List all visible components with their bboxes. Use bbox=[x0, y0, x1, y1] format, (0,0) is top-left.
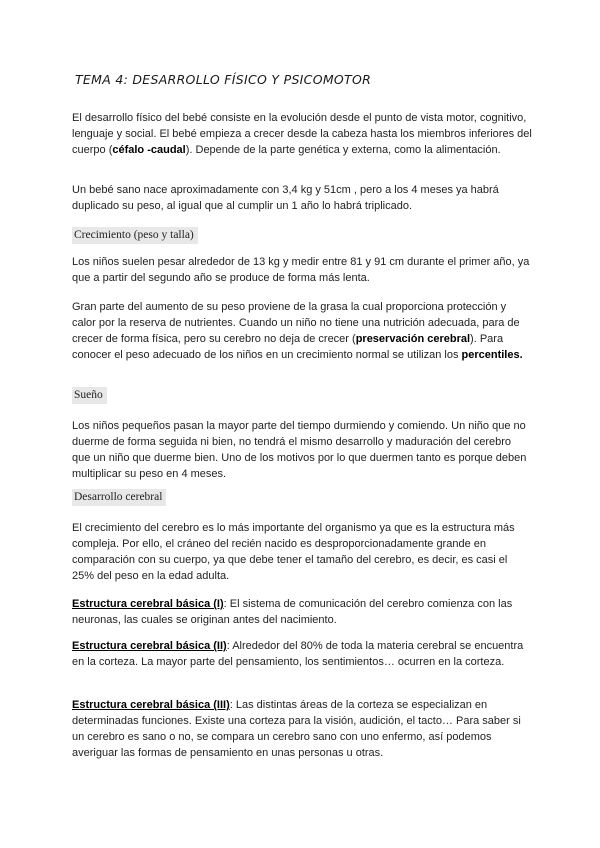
structure-2-text: : Alrededor del 80% de toda la materia cerebral se encuentra en la corteza. La mayor parte del pensamiento, los sentimientos… ocurren en la corteza. bbox=[72, 640, 524, 668]
growth-bold-preservation: preservación cerebral bbox=[355, 333, 471, 345]
page-title: TEMA 4: DESARROLLO FÍSICO Y PSICOMOTOR bbox=[75, 72, 372, 87]
brain-structure-3 bbox=[72, 697, 532, 761]
structure-1-lead: Estructura cerebral básica (I) bbox=[72, 598, 224, 610]
growth-text-1: Gran parte del aumento de su peso proviene de la grasa la cual proporciona protección y calor por la reserva de nutrientes. Cuando un niño no tiene una nutrición adecuada, para de crecer de forma física, pero su cerebro no deja de crecer ( bbox=[72, 301, 520, 345]
heading-growth: Crecimiento (peso y talla) bbox=[72, 227, 198, 244]
intro-text-2: ). Depende de la parte genética y externa, como la alimentación. bbox=[185, 144, 501, 156]
sleep-paragraph: Los niños pequeños pasan la mayor parte del tiempo durmiendo y comiendo. Un niño que no duerme de forma seguida ni bien, no tendrá el mismo desarrollo y maduración del cerebro que un niño que duerme bien. Uno de los motivos por lo que duermen tanto es porque deben multiplicar su peso en 4 meses. bbox=[72, 420, 527, 480]
birth-paragraph: Un bebé sano nace aproximadamente con 3,4 kg y 51cm , pero a los 4 meses ya habrá duplicado su peso, al igual que al cumplir un 1 año lo habrá triplicado. bbox=[72, 184, 499, 212]
brain-structure-2 bbox=[72, 638, 532, 670]
growth-paragraph-2 bbox=[72, 299, 532, 363]
growth-bold-percentiles: percentiles. bbox=[461, 349, 523, 361]
structure-3-lead: Estructura cerebral básica (III) bbox=[72, 699, 230, 711]
brain-structure-1 bbox=[72, 596, 532, 628]
structure-2-lead: Estructura cerebral básica (II) bbox=[72, 640, 227, 652]
structure-1-text: : El sistema de comunicación del cerebro comienza con las neuronas, las cuales se originan antes del nacimiento. bbox=[72, 598, 513, 626]
brain-paragraph: El crecimiento del cerebro es lo más importante del organismo ya que es la estructura más compleja. Por ello, el cráneo del recién nacido es desproporcionadamente grande en comparación con su cuerpo, ya que debe tener el tamaño del cerebro, es decir, es casi el 25% del peso en la edad adulta. bbox=[72, 522, 515, 582]
intro-paragraph bbox=[72, 110, 532, 158]
structure-3-text: : Las distintas áreas de la corteza se especializan en determinadas funciones. Existe una corteza para la visión, audición, el tacto… Para saber si un cerebro es sano o no, se compara un cerebro sano con uno enfermo, así podemos averiguar las formas de pensamiento en unas personas u otras. bbox=[72, 699, 521, 759]
intro-bold-term: céfalo -caudal bbox=[112, 144, 186, 156]
growth-paragraph-1: Los niños suelen pesar alrededor de 13 kg y medir entre 81 y 91 cm durante el primer año, ya que a partir del segundo año se produce de forma más lenta. bbox=[72, 256, 530, 284]
heading-brain: Desarrollo cerebral bbox=[72, 489, 166, 506]
growth-text-2: ). Para conocer el peso adecuado de los niños en un crecimiento normal se utilizan los bbox=[72, 333, 504, 361]
heading-sleep: Sueño bbox=[72, 387, 107, 404]
intro-text-1: El desarrollo físico del bebé consiste en la evolución desde el punto de vista motor, cognitivo, lenguaje y social. El bebé empieza a crecer desde la cabeza hasta los miembros inferiores del cuerpo ( bbox=[72, 112, 532, 156]
